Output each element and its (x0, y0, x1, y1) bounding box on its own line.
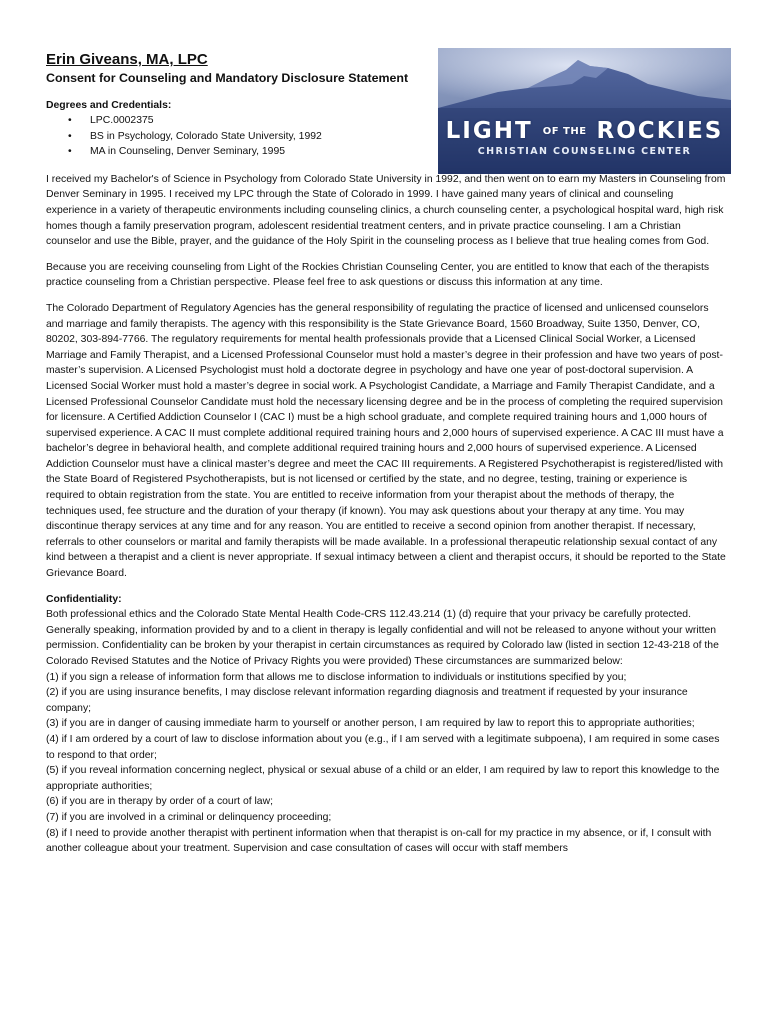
credential-item: • LPC.0002375 (90, 113, 726, 129)
confidentiality-item: (7) if you are involved in a criminal or delinquency proceeding; (46, 811, 332, 823)
confidentiality-item: (8) if I need to provide another therapist with pertinent information when that therapist is on-call for my practice in my absence, or if, I consult with another colleague about your treatment. Supervision and case consultation of cases will occur with staff members (46, 827, 712, 855)
regulatory-paragraph: The Colorado Department of Regulatory Agencies has the general responsibility of regulating the practice of licensed and unlicensed counselors and marriage and family therapists. The agency with this responsibility is the State Grievance Board, 1560 Broadway, Suite 1350, Denver, CO, 80202, 303-894-7766. The regulatory requirements for mental health professionals provide that a Licensed Clinical Social Worker, a Licensed Marriage and Family Therapist, and a Licensed Professional Counselor must hold a master’s degree in their profession and have two years of post-master’s supervision. A Licensed Psychologist must hold a doctorate degree in psychology and have one year of post-doctoral supervision. A Licensed Social Worker must hold a master’s degree in social work. A Psychologist Candidate, a Marriage and Family Therapist Candidate, and a Licensed Professional Counselor Candidate must hold the necessary licensing degree and be in the process of completing the required supervision for licensure. A Certified Addiction Counselor I (CAC I) must be a high school graduate, and complete required training hours and 1,000 hours of supervised experience. A CAC II must complete additional required training hours and 2,000 hours of supervised experience. A CAC III must have a bachelor’s degree in behavioral health, and complete additional required training hours and 2,000 hours of supervised experience. A Licensed Addiction Counselor must have a clinical master’s degree and meet the CAC III requirements. A Registered Psychotherapist is registered/listed with the State Board of Registered Psychotherapists, but is not licensed or certified by the state, and no degree, testing, training or experience is required to obtain registration from the state. You are entitled to receive information from your therapist about the methods of therapy, the techniques used, fee structure and the duration of your therapy (if known). You may ask questions about your therapy at any time. You may discontinue therapy services at any time and for any reason. You are entitled to receive a second opinion from another therapist. If necessary, referrals to other counselors or marital and family therapists will be made available. In a professional therapeutic relationship sexual contact of any kind between a therapist and a client is never appropriate. If sexual intimacy between a client and therapist occurs, it should be reported to the State Grievance Board. (46, 302, 726, 580)
credential-item: • MA in Counseling, Denver Seminary, 1995 (90, 144, 726, 160)
confidentiality-item: (1) if you sign a release of information form that allows me to disclose information to individuals or institutions specified by you; (46, 671, 627, 683)
confidentiality-item: (6) if you are in therapy by order of a court of law; (46, 796, 273, 808)
credentials-list (46, 113, 726, 160)
document-page (46, 50, 726, 857)
confidentiality-heading: Confidentiality: (46, 593, 122, 605)
confidentiality-item: (3) if you are in danger of causing immediate harm to yourself or another person, I am required by law to report this to appropriate authorities; (46, 718, 695, 730)
confidentiality-intro: Both professional ethics and the Colorado State Mental Health Code-CRS 112.43.214 (1) (d) require that your privacy be carefully protected. Generally speaking, information provided by and to a client in therapy is legally confidential and will not be released to anyone without your written permission. Confidentiality can be broken by your therapist in certain circumstances as required by Colorado law (listed in section 12-43-218 of the Colorado Revised Statutes and the Notice of Privacy Rights you were provided) These circumstances are summarized below: (46, 609, 719, 667)
logo-subtitle: CHRISTIAN COUNSELING CENTER (477, 146, 692, 157)
document-title: Consent for Counseling and Mandatory Disclosure Statement (46, 71, 409, 85)
confidentiality-item: (2) if you are using insurance benefits, I may disclose relevant information regarding diagnosis and treatment if requested by your insurance company; (46, 687, 688, 714)
confidentiality-item: (4) if I am ordered by a court of law to disclose information about you (e.g., if I am served with a legitimate subpoena), I am required in some cases to respond to that order; (46, 733, 720, 761)
logo-title-light: LIGHT (445, 118, 533, 144)
logo-title-of-the: OF THE (542, 126, 587, 137)
bio-paragraph: I received my Bachelor's of Science in Psychology from Colorado State University in 1992, and then went on to earn my Masters in Counseling from Denver Seminary in 1995. I received my LPC through the State of Colorado in 1999. I have gained many years of clinical and counseling experience in a variety of therapeutic environments including counseling clinics, a church counseling center, a psychological hospital ward, high risk homes though a family preservation program, adolescent residential treatment centers, and in private practice counseling. I am a Christian counselor and use the Bible, prayer, and the guidance of the Holy Spirit in the counseling process as I believe that true healing comes from God. (46, 173, 726, 248)
credentials-heading: Degrees and Credentials: (46, 100, 172, 111)
confidentiality-item: (5) if you reveal information concerning neglect, physical or sexual abuse of a child or an elder, I am required by law to report this knowledge to the appropriate authorities; (46, 765, 720, 792)
counselor-name: Erin Giveans, MA, LPC (46, 51, 208, 68)
christian-perspective-paragraph: Because you are receiving counseling from Light of the Rockies Christian Counseling Center, you are entitled to know that each of the therapists practice counseling from a Christian perspective. Please feel free to ask questions or discuss this information at any time. (46, 261, 710, 289)
credential-item: • BS in Psychology, Colorado State University, 1992 (90, 129, 726, 145)
logo-title-rockies: ROCKIES (596, 118, 724, 144)
